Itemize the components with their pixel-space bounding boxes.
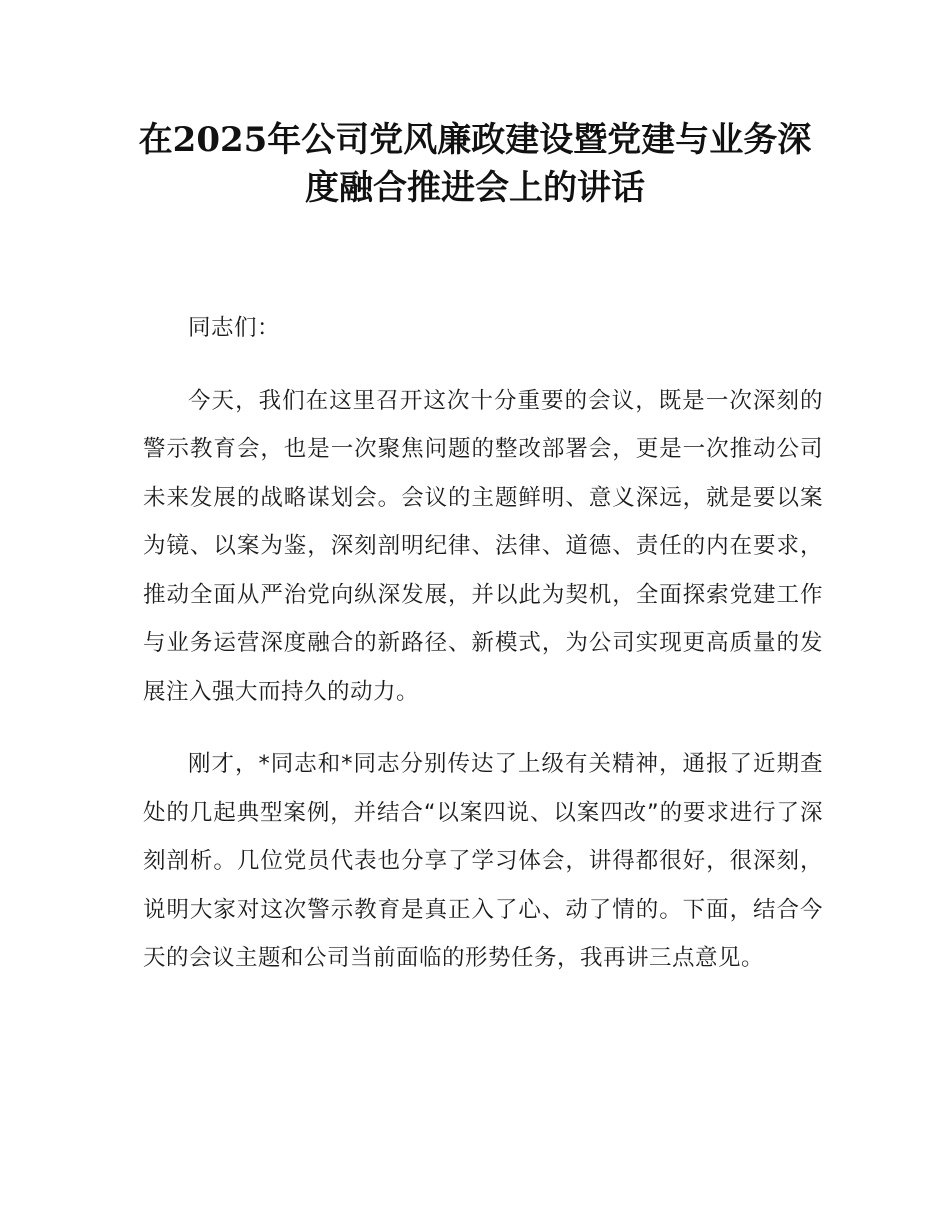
- title-line-1: 在2025年公司党风廉政建设暨党建与业务深: [138, 120, 812, 160]
- paragraph-2: 刚才，*同志和*同志分别传达了上级有关精神，通报了近期查处的几起典型案例，并结合“以案四说、以案四改”的要求进行了深刻剖析。几位党员代表也分享了学习体会，讲得都很好，很深刻，说明大家对这次警示教育是真正入了心、动了情的。下面，结合今天的会议主题和公司当前面临的形势任务，我再讲三点意见。: [143, 751, 823, 971]
- paragraph-1: 今天，我们在这里召开这次十分重要的会议，既是一次深刻的警示教育会，也是一次聚焦问题的整改部署会，更是一次推动公司未来发展的战略谋划会。会议的主题鲜明、意义深远，就是要以案为镜、以案为鉴，深刻剖明纪律、法律、道德、责任的内在要求，推动全面从严治党向纵深发展，并以此为契机，全面探索党建工作与业务运营深度融合的新路径、新模式，为公司实现更高质量的发展注入强大而持久的动力。: [143, 387, 823, 705]
- document-title: [120, 116, 830, 212]
- title-line-2: 度融合推进会上的讲话: [305, 168, 645, 208]
- document-body: [143, 304, 823, 1007]
- greeting: 同志们：: [188, 315, 281, 341]
